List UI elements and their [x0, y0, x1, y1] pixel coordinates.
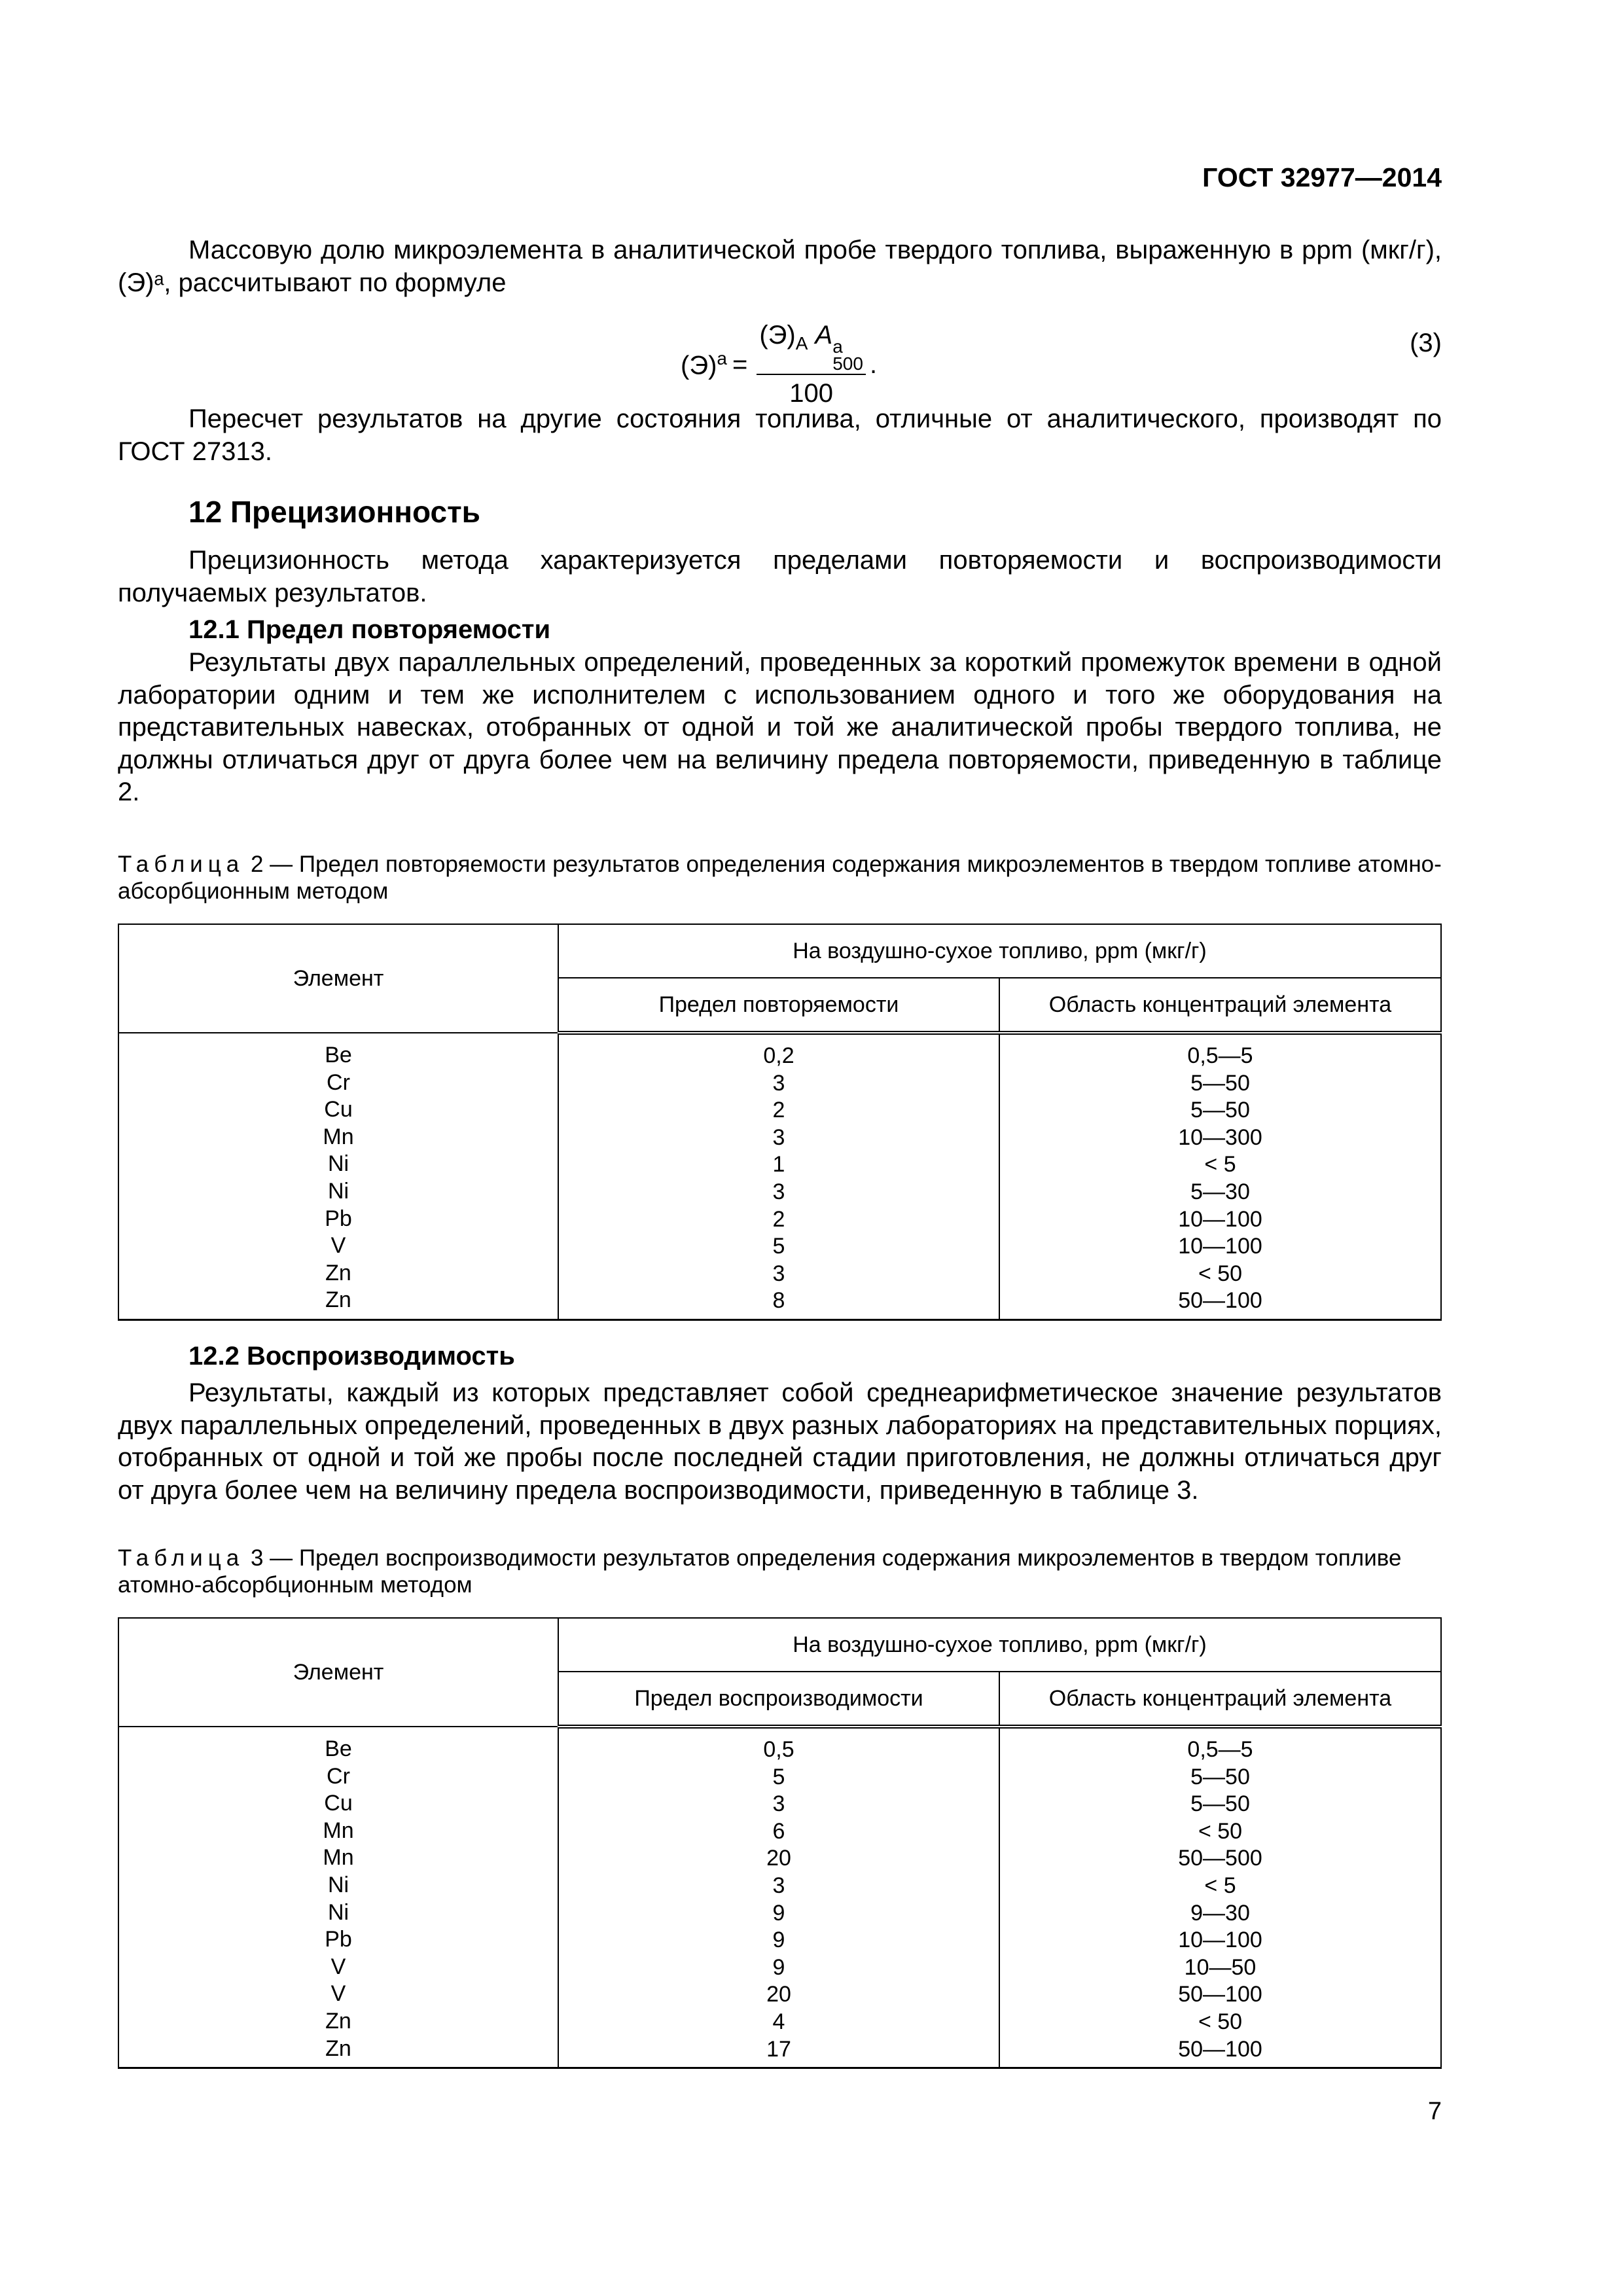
formula-period: . — [869, 350, 878, 379]
range-cells: 0,5—5 5—50 5—50 10—300 < 5 5—30 10—100 10—100 < 50 50—100 — [999, 1033, 1441, 1319]
limit-cells: 0,5 5 3 6 20 3 9 9 9 20 4 17 — [558, 1727, 999, 2068]
column-header-limit: Предел воспроизводимости — [558, 1672, 999, 1727]
column-group-header: На воздушно-сухое топливо, ppm (мкг/г) — [558, 1618, 1441, 1672]
column-header-range: Область концентраций элемента — [999, 978, 1441, 1033]
reproducibility-table — [118, 1617, 1442, 2069]
page-number: 7 — [1427, 2098, 1442, 2125]
column-header-element: Элемент — [118, 924, 558, 1033]
formula-number: (3) — [1410, 329, 1442, 357]
element-cells: Be Cr Cu Mn Ni Ni Pb V Zn Zn — [118, 1033, 558, 1319]
formula-numerator: $(Э)_A$ A a 500 — [757, 321, 866, 375]
subsection-heading: 12.2 Воспроизводимость — [188, 1342, 515, 1371]
paragraph: Прецизионность метода характеризуется пределами повторяемости и воспроизводимости получаемых результатов. — [118, 546, 1442, 607]
section-heading: 12 Прецизионность — [188, 495, 480, 529]
column-header-element: Элемент — [118, 1618, 558, 1727]
table-caption: Таблица 3 — Предел воспроизводимости результатов определения содержания микроэлементов в твердом топливе атомно-абсорбционным методом — [118, 1545, 1402, 1598]
table-caption: Таблица 2 — Предел повторяемости результатов определения содержания микроэлементов в твердом топливе атомно-абсорбционным методом — [118, 852, 1442, 904]
formula-equals: = — [732, 350, 748, 379]
range-cells: 0,5—5 5—50 5—50 < 50 50—500 < 5 9—30 10—100 10—50 50—100 < 50 50—100 — [999, 1727, 1441, 2068]
document-id: ГОСТ 32977—2014 — [1202, 162, 1442, 192]
formula-lhs: $(Э)^a$ — [681, 348, 727, 380]
paragraph: Результаты, каждый из которых представляет собой среднеарифметическое значение результатов двух параллельных определений, проведенных в двух разных лабораториях на представительных порциях, отобранных от одной и той же пробы после последней стадии приготовления, не должны отличаться друг от друга более чем на величину предела воспроизводимости, приведенную в таблице 3. — [118, 1378, 1442, 1505]
formula-denominator: 100 — [789, 379, 833, 408]
column-group-header: На воздушно-сухое топливо, ppm (мкг/г) — [558, 924, 1441, 978]
column-header-limit: Предел повторяемости — [558, 978, 999, 1033]
limit-cells: 0,2 3 2 3 1 3 2 5 3 8 — [558, 1033, 999, 1319]
formula-fraction — [757, 321, 866, 408]
column-header-range: Область концентраций элемента — [999, 1672, 1441, 1727]
repeatability-table — [118, 924, 1442, 1321]
element-cells: Be Cr Cu Mn Mn Ni Ni Pb V V Zn Zn — [118, 1727, 558, 2068]
paragraph: Массовую долю микроэлемента в аналитической пробе твердого топлива, выраженную в ppm (мкг/г), (Э)ᵃ, рассчитывают по формуле — [118, 236, 1442, 297]
subsection-heading: 12.1 Предел повторяемости — [188, 615, 551, 644]
paragraph: Пересчет результатов на другие состояния топлива, отличные от аналитического, производят по ГОСТ 27313. — [118, 404, 1442, 466]
paragraph: Результаты двух параллельных определений, проведенных за короткий промежуток времени в одной лаборатории одним и тем же исполнителем с использованием одного и того же оборудования на представительных навесках, отобранных от одной и той же аналитической пробы твердого топлива, не должны отличаться друг от друга более чем на величину предела повторяемости, приведенную в таблице 2. — [118, 648, 1442, 807]
formula-3 — [681, 321, 877, 408]
